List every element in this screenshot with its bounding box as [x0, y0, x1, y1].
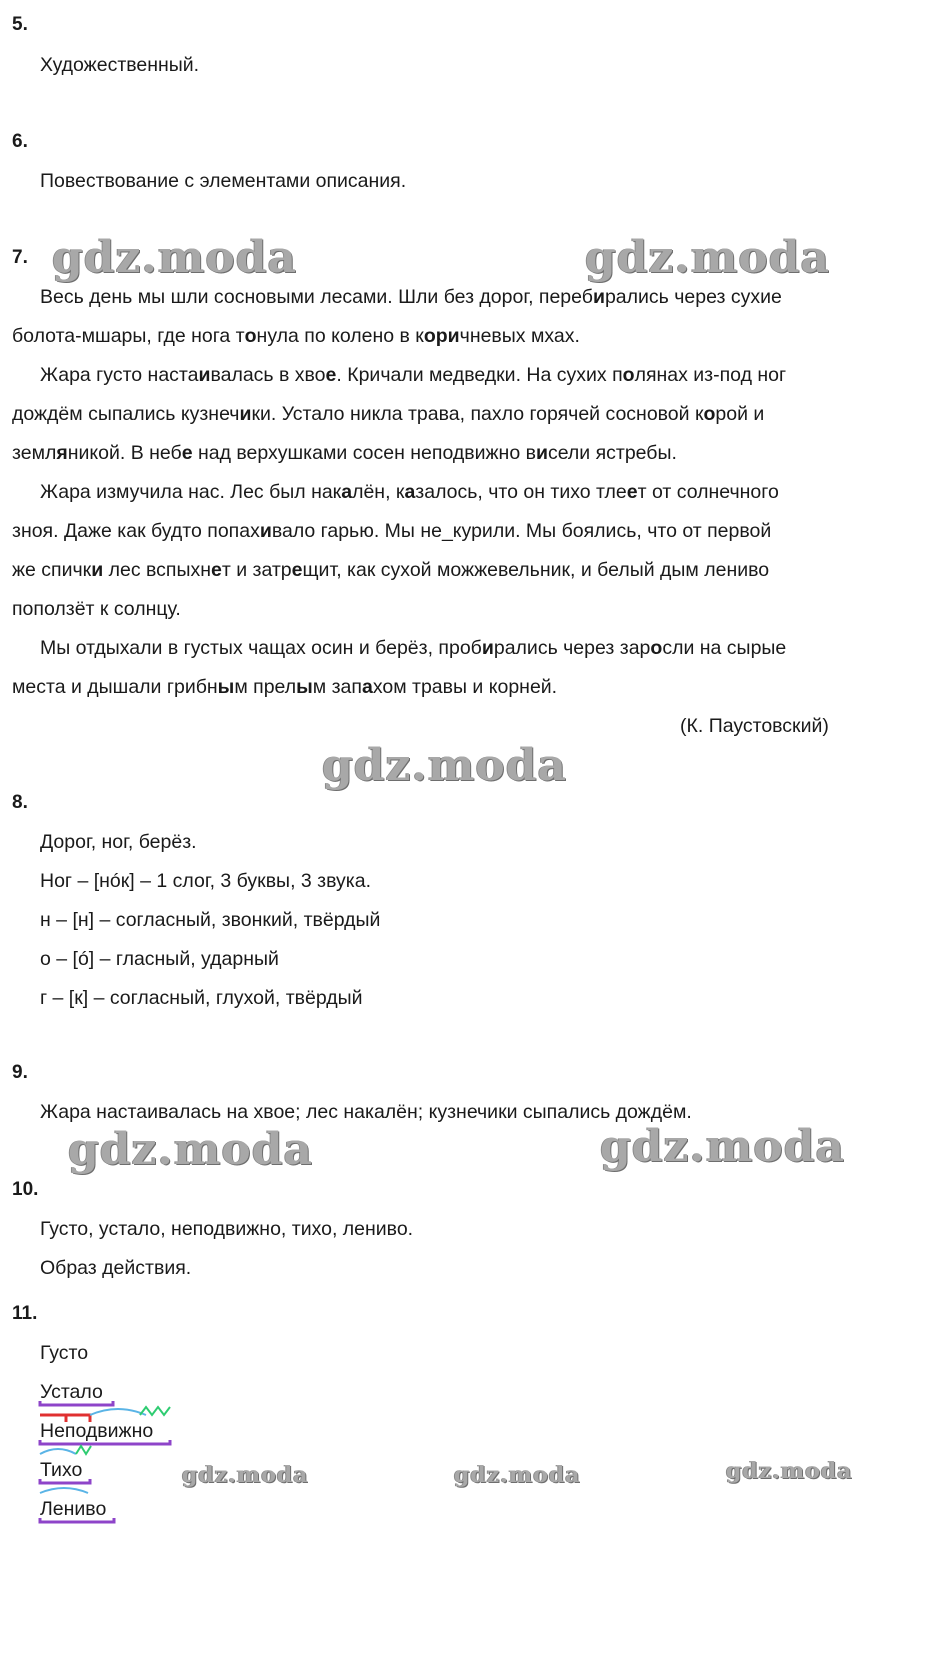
task-answer: Жара настаивалась на хвое; лес накалён; кузнечики сыпались дождём.: [40, 1101, 692, 1123]
watermark: gdz.moda: [68, 1124, 314, 1175]
morph-word: Неподвижно: [40, 1420, 154, 1442]
text-line: Образ действия.: [40, 1257, 192, 1279]
watermark: gdz.moda: [322, 740, 568, 791]
task-number: 11.: [12, 1303, 38, 1324]
watermark: gdz.moda: [600, 1121, 846, 1172]
text-line: дождём сыпались кузнечики. Устало никла трава, пахло горячей сосновой корой и: [12, 403, 765, 425]
watermark: gdz.moda: [182, 1462, 309, 1488]
text-line: о – [ó] – гласный, ударный: [40, 948, 279, 970]
text-line: земляникой. В небе над верхушками сосен неподвижно висели ястребы.: [12, 442, 677, 464]
task-answer: Повествование с элементами описания.: [40, 170, 407, 192]
root-arc: [40, 1488, 88, 1493]
morph-word: Лениво: [40, 1498, 107, 1520]
task-number: 6.: [12, 131, 28, 152]
task-number: 8.: [12, 792, 28, 813]
task-number: 10.: [12, 1179, 39, 1200]
task-number: 7.: [12, 247, 28, 268]
watermark: gdz.moda: [454, 1462, 581, 1488]
text-line: н – [н] – согласный, звонкий, твёрдый: [40, 909, 381, 931]
task-number: 9.: [12, 1062, 28, 1083]
root-arc: [40, 1449, 76, 1454]
root-arc: [90, 1409, 146, 1415]
text-line: же спички лес вспыхнет и затрещит, как сухой можжевельник, и белый дым лениво: [12, 559, 770, 581]
base-bracket: [40, 1479, 90, 1483]
text-line: места и дышали грибным прелым запахом травы и корней.: [12, 676, 558, 698]
watermark: gdz.moda: [52, 232, 298, 283]
text-line: Жара густо настаивалась в хвое. Кричали медведки. На сухих полянах из-под ног: [40, 364, 787, 386]
task-answer: Художественный.: [40, 54, 200, 76]
author: (К. Паустовский): [680, 715, 829, 737]
morph-word: Устало: [40, 1381, 103, 1403]
base-bracket: [40, 1440, 170, 1444]
watermark: gdz.moda: [585, 232, 831, 283]
morph-word: Тихо: [40, 1459, 83, 1481]
text-line: Жара измучила нас. Лес был накалён, казалось, что он тихо тлеет от солнечного: [40, 481, 779, 503]
text-line: Густо, устало, неподвижно, тихо, лениво.: [40, 1218, 414, 1240]
base-bracket: [40, 1518, 114, 1522]
text-line: поползёт к солнцу.: [12, 598, 181, 620]
text-line: болота-мшары, где нога тонула по колено в коричневых мхах.: [12, 325, 580, 347]
text-line: Ног – [нóк] – 1 слог, 3 буквы, 3 звука.: [40, 870, 372, 892]
watermark: gdz.moda: [726, 1458, 853, 1484]
morpheme-markup: [30, 1395, 190, 1535]
morph-word: Густо: [40, 1342, 89, 1364]
base-bracket: [40, 1401, 113, 1405]
text-line: Мы отдыхали в густых чащах осин и берёз, пробирались через заросли на сырые: [40, 637, 787, 659]
suffix-mark: [76, 1446, 91, 1454]
text-line: Весь день мы шли сосновыми лесами. Шли без дорог, перебирались через сухие: [40, 286, 782, 308]
text-line: Дорог, ног, берёз.: [40, 831, 197, 853]
text-line: зноя. Даже как будто попахивало гарью. Мы не_курили. Мы боялись, что от первой: [12, 520, 772, 542]
text-line: г – [к] – согласный, глухой, твёрдый: [40, 987, 363, 1009]
task-number: 5.: [12, 14, 28, 35]
